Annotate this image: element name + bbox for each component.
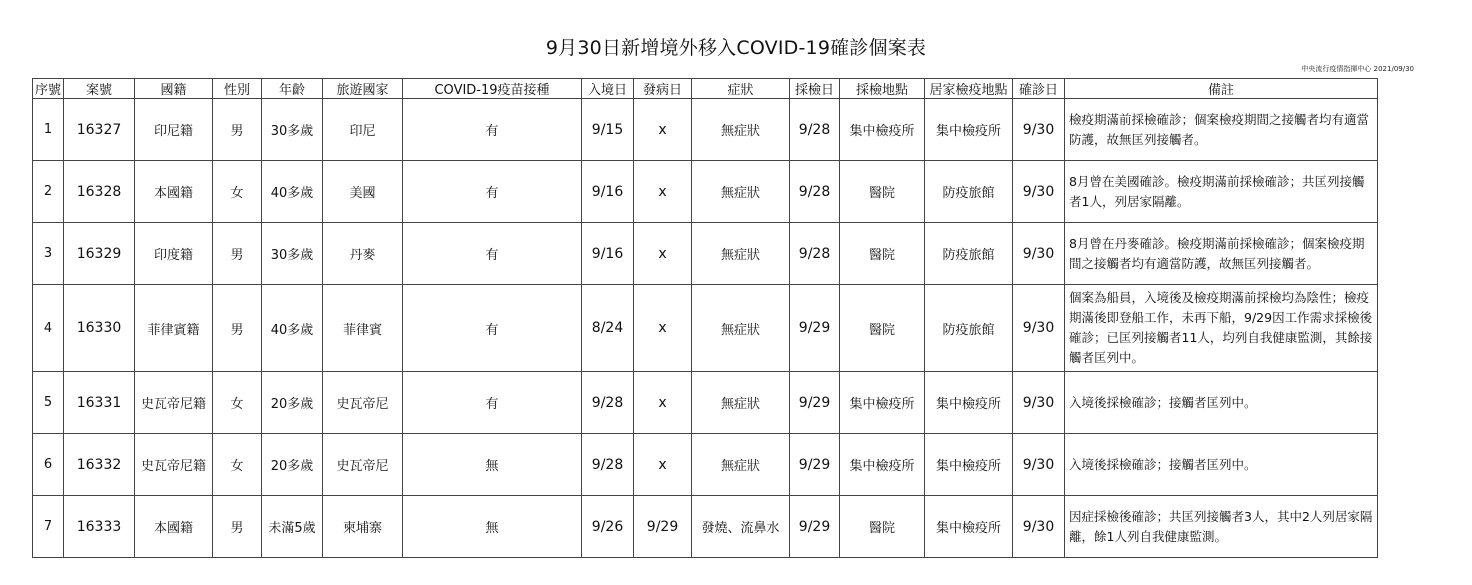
header-cell: 症狀 [692,79,790,99]
serial-cell: 4 [33,285,64,372]
nationality-cell: 印尼籍 [135,99,213,161]
header-cell: 國籍 [135,79,213,99]
test-site-cell: 醫院 [840,496,925,558]
sex-cell: 男 [213,496,262,558]
age-cell: 30多歲 [262,99,323,161]
entry-date-cell: 9/26 [582,496,634,558]
onset-date-cell: x [634,285,692,372]
vaccine-cell: 有 [403,161,582,223]
confirm-date-cell: 9/30 [1013,223,1065,285]
sex-cell: 男 [213,99,262,161]
quarantine-site-cell: 防疫旅館 [925,223,1013,285]
nationality-cell: 菲律賓籍 [135,285,213,372]
sex-cell: 男 [213,285,262,372]
serial-cell: 6 [33,434,64,496]
note-cell: 入境後採檢確診；接觸者匡列中。 [1065,372,1378,434]
travel-country-cell: 菲律賓 [323,285,403,372]
table-row [33,496,1378,558]
onset-date-cell: x [634,161,692,223]
travel-country-cell: 美國 [323,161,403,223]
table-row [33,434,1378,496]
symptom-cell: 無症狀 [692,285,790,372]
table-row [33,285,1378,372]
symptom-cell: 無症狀 [692,372,790,434]
vaccine-cell: 無 [403,434,582,496]
quarantine-site-cell: 集中檢疫所 [925,99,1013,161]
confirm-date-cell: 9/30 [1013,434,1065,496]
quarantine-site-cell: 防疫旅館 [925,285,1013,372]
nationality-cell: 本國籍 [135,496,213,558]
test-site-cell: 醫院 [840,285,925,372]
onset-date-cell: x [634,223,692,285]
header-cell: 序號 [33,79,64,99]
age-cell: 40多歲 [262,285,323,372]
vaccine-cell: 有 [403,99,582,161]
onset-date-cell: x [634,372,692,434]
entry-date-cell: 9/28 [582,372,634,434]
travel-country-cell: 丹麥 [323,223,403,285]
test-site-cell: 集中檢疫所 [840,99,925,161]
header-cell: 採檢日 [790,79,840,99]
case-number-cell: 16329 [64,223,135,285]
confirm-date-cell: 9/30 [1013,372,1065,434]
case-number-cell: 16333 [64,496,135,558]
age-cell: 20多歲 [262,434,323,496]
table-row [33,99,1378,161]
travel-country-cell: 史瓦帝尼 [323,434,403,496]
header-cell: 入境日 [582,79,634,99]
case-number-cell: 16330 [64,285,135,372]
vaccine-cell: 無 [403,496,582,558]
test-site-cell: 集中檢疫所 [840,434,925,496]
header-row [33,79,1378,99]
onset-date-cell: x [634,99,692,161]
test-date-cell: 9/28 [790,223,840,285]
case-number-cell: 16332 [64,434,135,496]
header-cell: 備註 [1065,79,1378,99]
header-cell: 確診日 [1013,79,1065,99]
entry-date-cell: 8/24 [582,285,634,372]
serial-cell: 2 [33,161,64,223]
nationality-cell: 史瓦帝尼籍 [135,372,213,434]
test-site-cell: 集中檢疫所 [840,372,925,434]
symptom-cell: 無症狀 [692,434,790,496]
sex-cell: 女 [213,161,262,223]
header-cell: 年齡 [262,79,323,99]
quarantine-site-cell: 集中檢疫所 [925,496,1013,558]
nationality-cell: 印度籍 [135,223,213,285]
confirm-date-cell: 9/30 [1013,99,1065,161]
confirm-date-cell: 9/30 [1013,285,1065,372]
serial-cell: 1 [33,99,64,161]
symptom-cell: 發燒、流鼻水 [692,496,790,558]
header-cell: 性別 [213,79,262,99]
age-cell: 20多歲 [262,372,323,434]
travel-country-cell: 史瓦帝尼 [323,372,403,434]
note-cell: 檢疫期滿前採檢確診；個案檢疫期間之接觸者均有適當防護，故無匡列接觸者。 [1065,99,1378,161]
entry-date-cell: 9/15 [582,99,634,161]
entry-date-cell: 9/16 [582,161,634,223]
page-title: 9月30日新增境外移入COVID-19確診個案表 [545,37,927,59]
serial-cell: 3 [33,223,64,285]
case-table [32,78,1378,558]
case-number-cell: 16331 [64,372,135,434]
nationality-cell: 本國籍 [135,161,213,223]
note-cell: 入境後採檢確診；接觸者匡列中。 [1065,434,1378,496]
header-cell: 居家檢疫地點 [925,79,1013,99]
table-row [33,161,1378,223]
test-date-cell: 9/29 [790,372,840,434]
table-row [33,372,1378,434]
test-date-cell: 9/29 [790,496,840,558]
onset-date-cell: 9/29 [634,496,692,558]
vaccine-cell: 有 [403,223,582,285]
travel-country-cell: 柬埔寨 [323,496,403,558]
symptom-cell: 無症狀 [692,161,790,223]
serial-cell: 7 [33,496,64,558]
header-cell: 發病日 [634,79,692,99]
nationality-cell: 史瓦帝尼籍 [135,434,213,496]
case-number-cell: 16328 [64,161,135,223]
test-date-cell: 9/29 [790,285,840,372]
travel-country-cell: 印尼 [323,99,403,161]
quarantine-site-cell: 集中檢疫所 [925,372,1013,434]
vaccine-cell: 有 [403,372,582,434]
confirm-date-cell: 9/30 [1013,496,1065,558]
sex-cell: 男 [213,223,262,285]
test-date-cell: 9/28 [790,99,840,161]
age-cell: 40多歲 [262,161,323,223]
quarantine-site-cell: 防疫旅館 [925,161,1013,223]
header-cell: 旅遊國家 [323,79,403,99]
vaccine-cell: 有 [403,285,582,372]
test-date-cell: 9/28 [790,161,840,223]
note-cell: 個案為船員，入境後及檢疫期滿前採檢均為陰性；檢疫期滿後即登船工作，未再下船，9/29因工作需求採檢後確診；已匡列接觸者11人，均列自我健康監測，其餘接觸者匡列中。 [1065,285,1378,372]
quarantine-site-cell: 集中檢疫所 [925,434,1013,496]
source-attribution: 中央流行疫情指揮中心 2021/09/30 [1301,65,1414,73]
entry-date-cell: 9/28 [582,434,634,496]
symptom-cell: 無症狀 [692,99,790,161]
test-site-cell: 醫院 [840,161,925,223]
header-cell: 採檢地點 [840,79,925,99]
note-cell: 8月曾在美國確診。檢疫期滿前採檢確診；共匡列接觸者1人，列居家隔離。 [1065,161,1378,223]
header-cell: 案號 [64,79,135,99]
test-date-cell: 9/29 [790,434,840,496]
sex-cell: 女 [213,434,262,496]
onset-date-cell: x [634,434,692,496]
note-cell: 因症採檢後確診；共匡列接觸者3人，其中2人列居家隔離，餘1人列自我健康監測。 [1065,496,1378,558]
test-site-cell: 醫院 [840,223,925,285]
entry-date-cell: 9/16 [582,223,634,285]
age-cell: 30多歲 [262,223,323,285]
age-cell: 未滿5歲 [262,496,323,558]
note-cell: 8月曾在丹麥確診。檢疫期滿前採檢確診；個案檢疫期間之接觸者均有適當防護，故無匡列接觸者。 [1065,223,1378,285]
case-number-cell: 16327 [64,99,135,161]
sex-cell: 女 [213,372,262,434]
header-cell: COVID-19疫苗接種 [403,79,582,99]
symptom-cell: 無症狀 [692,223,790,285]
serial-cell: 5 [33,372,64,434]
table-row [33,223,1378,285]
confirm-date-cell: 9/30 [1013,161,1065,223]
